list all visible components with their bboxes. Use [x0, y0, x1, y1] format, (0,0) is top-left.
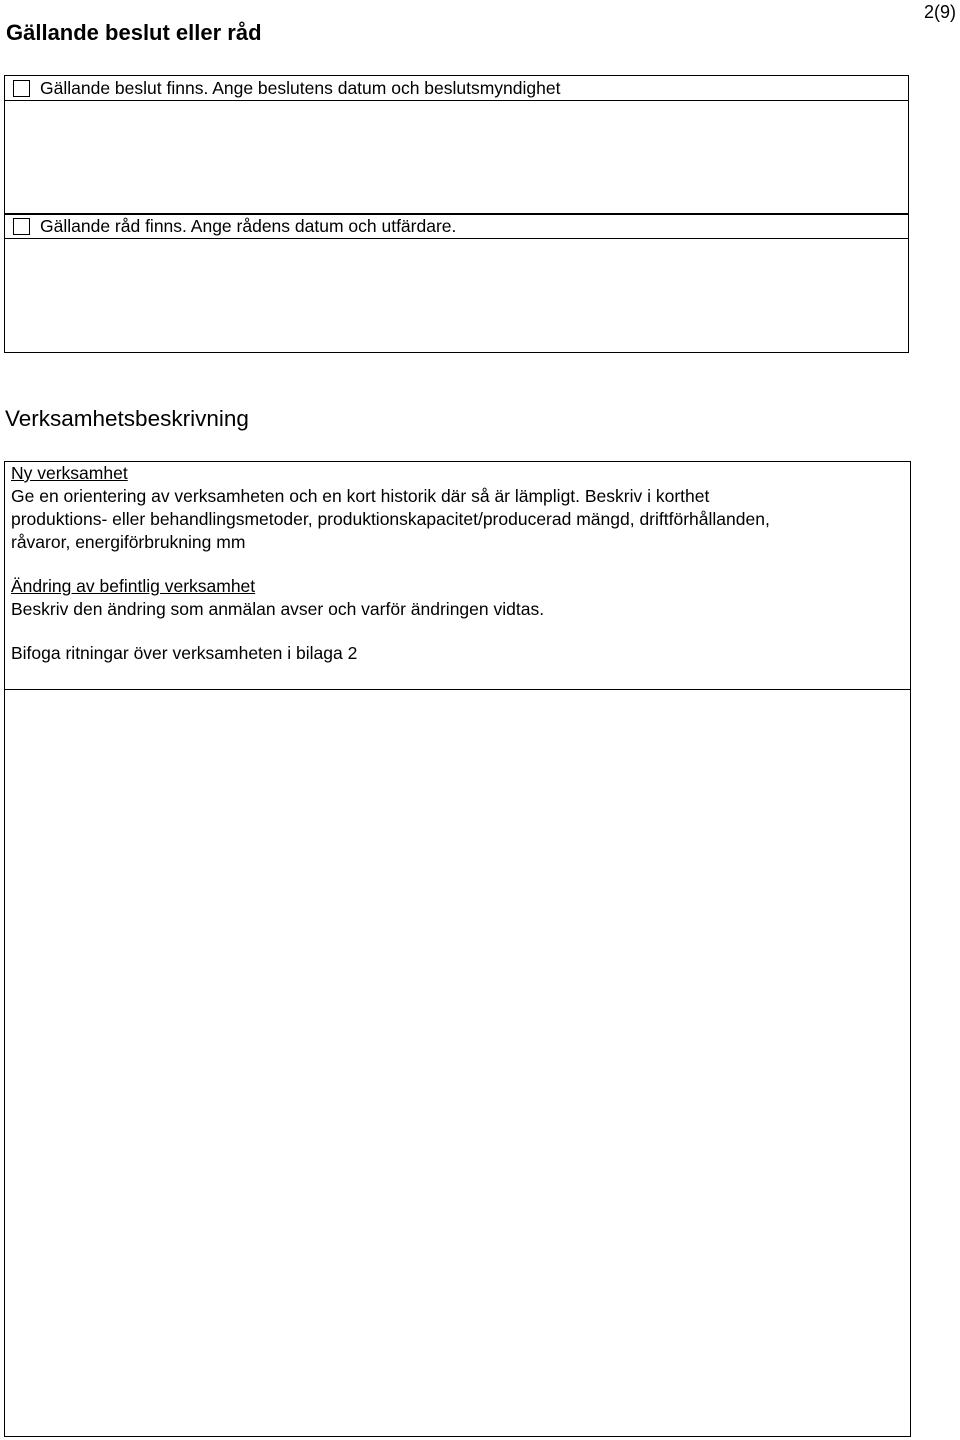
change-activity-title: Ändring av befintlig verksamhet: [11, 576, 256, 596]
beslut-checkbox[interactable]: [13, 80, 30, 97]
description-instructions: [4, 461, 911, 690]
rad-checkbox[interactable]: [13, 218, 30, 235]
attachment-text: Bifoga ritningar över verksamheten i bilaga 2: [11, 643, 358, 663]
beslut-row: [4, 75, 909, 101]
rad-row: [4, 213, 909, 239]
description-heading: Verksamhetsbeskrivning: [5, 406, 249, 431]
beslut-label: Gällande beslut finns. Ange beslutens datum och beslutsmyndighet: [40, 77, 561, 98]
new-activity-text-2: produktions- eller behandlingsmetoder, produktionskapacitet/producerad mängd, driftförhållanden,: [11, 509, 770, 529]
beslut-answer-field[interactable]: [4, 99, 909, 215]
rad-label: Gällande råd finns. Ange rådens datum och utfärdare.: [40, 215, 457, 236]
spacer: [11, 554, 904, 575]
new-activity-text-1: Ge en orientering av verksamheten och en kort historik där så är lämpligt. Beskriv i korthet: [11, 486, 710, 506]
spacer: [11, 621, 904, 642]
description-answer-field[interactable]: [4, 688, 911, 1437]
decisions-heading: Gällande beslut eller råd: [6, 20, 262, 45]
new-activity-text-3: råvaror, energiförbrukning mm: [11, 532, 246, 552]
page-number: 2(9): [923, 2, 956, 22]
rad-answer-field[interactable]: [4, 237, 909, 353]
new-activity-title: Ny verksamhet: [11, 463, 128, 483]
change-activity-text: Beskriv den ändring som anmälan avser och varför ändringen vidtas.: [11, 599, 545, 619]
